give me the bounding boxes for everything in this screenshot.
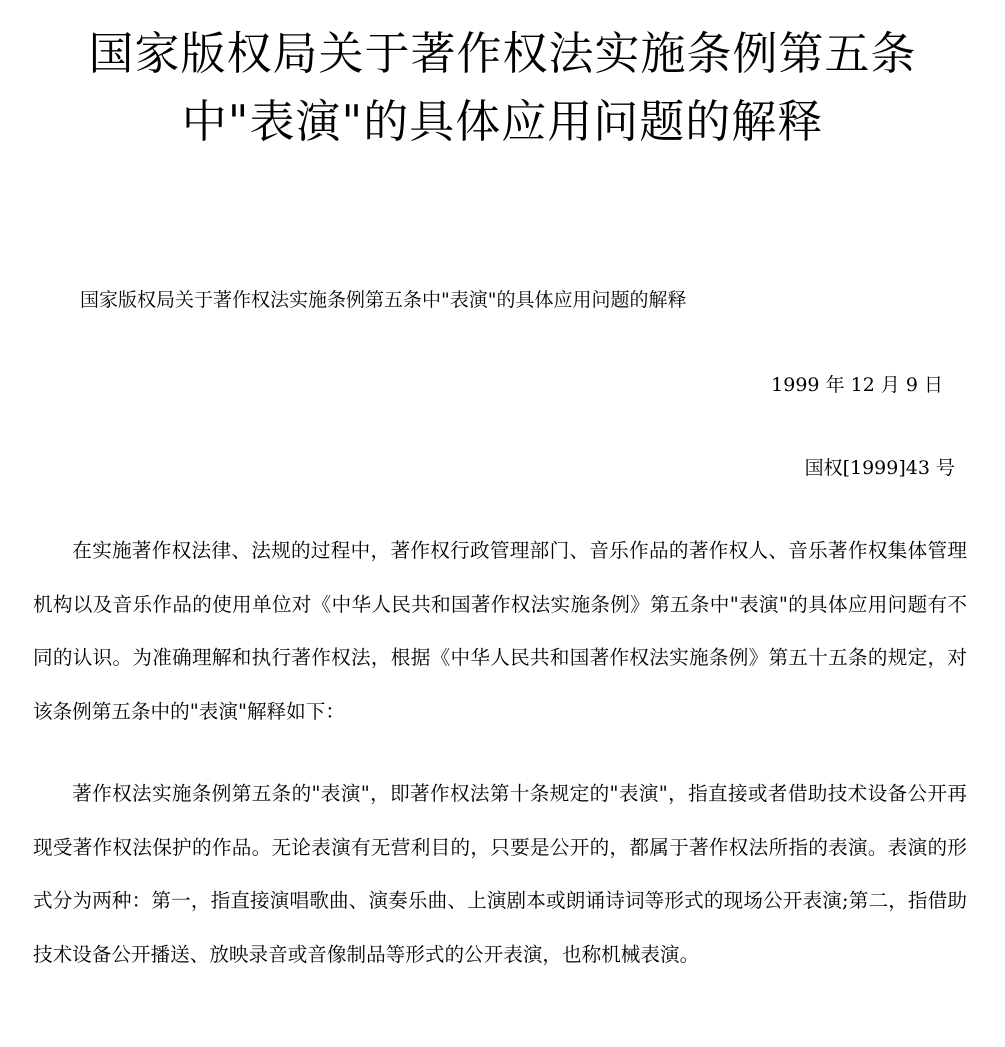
body-paragraph-1: 在实施著作权法律、法规的过程中，著作权行政管理部门、音乐作品的著作权人、音乐著作权集体管理机构以及音乐作品的使用单位对《中华人民共和国著作权法实施条例》第五条中"表演"的具体应用问题有不同的认识。为准确理解和执行著作权法，根据《中华人民共和国著作权法实施条例》第五十五条的规定，对该条例第五条中的"表演"解释如下： <box>33 539 967 723</box>
document-subtitle: 国家版权局关于著作权法实施条例第五条中"表演"的具体应用问题的解释 <box>80 289 687 311</box>
document-title-line-2: 中"表演"的具体应用问题的解释 <box>181 95 824 148</box>
document-number: 国权[1999]43 号 <box>804 457 955 479</box>
document-date: 1999 年 12 月 9 日 <box>771 374 943 396</box>
document-title-line-1: 国家版权局关于著作权法实施条例第五条 <box>88 27 917 80</box>
body-paragraph-2: 著作权法实施条例第五条的"表演"，即著作权法第十条规定的"表演"，指直接或者借助技术设备公开再现受著作权法保护的作品。无论表演有无营利目的，只要是公开的，都属于著作权法所指的表演。表演的形式分为两种：第一，指直接演唱歌曲、演奏乐曲、上演剧本或朗诵诗词等形式的现场公开表演;第二，指借助技术设备公开播送、放映录音或音像制品等形式的公开表演，也称机械表演。 <box>33 782 967 966</box>
